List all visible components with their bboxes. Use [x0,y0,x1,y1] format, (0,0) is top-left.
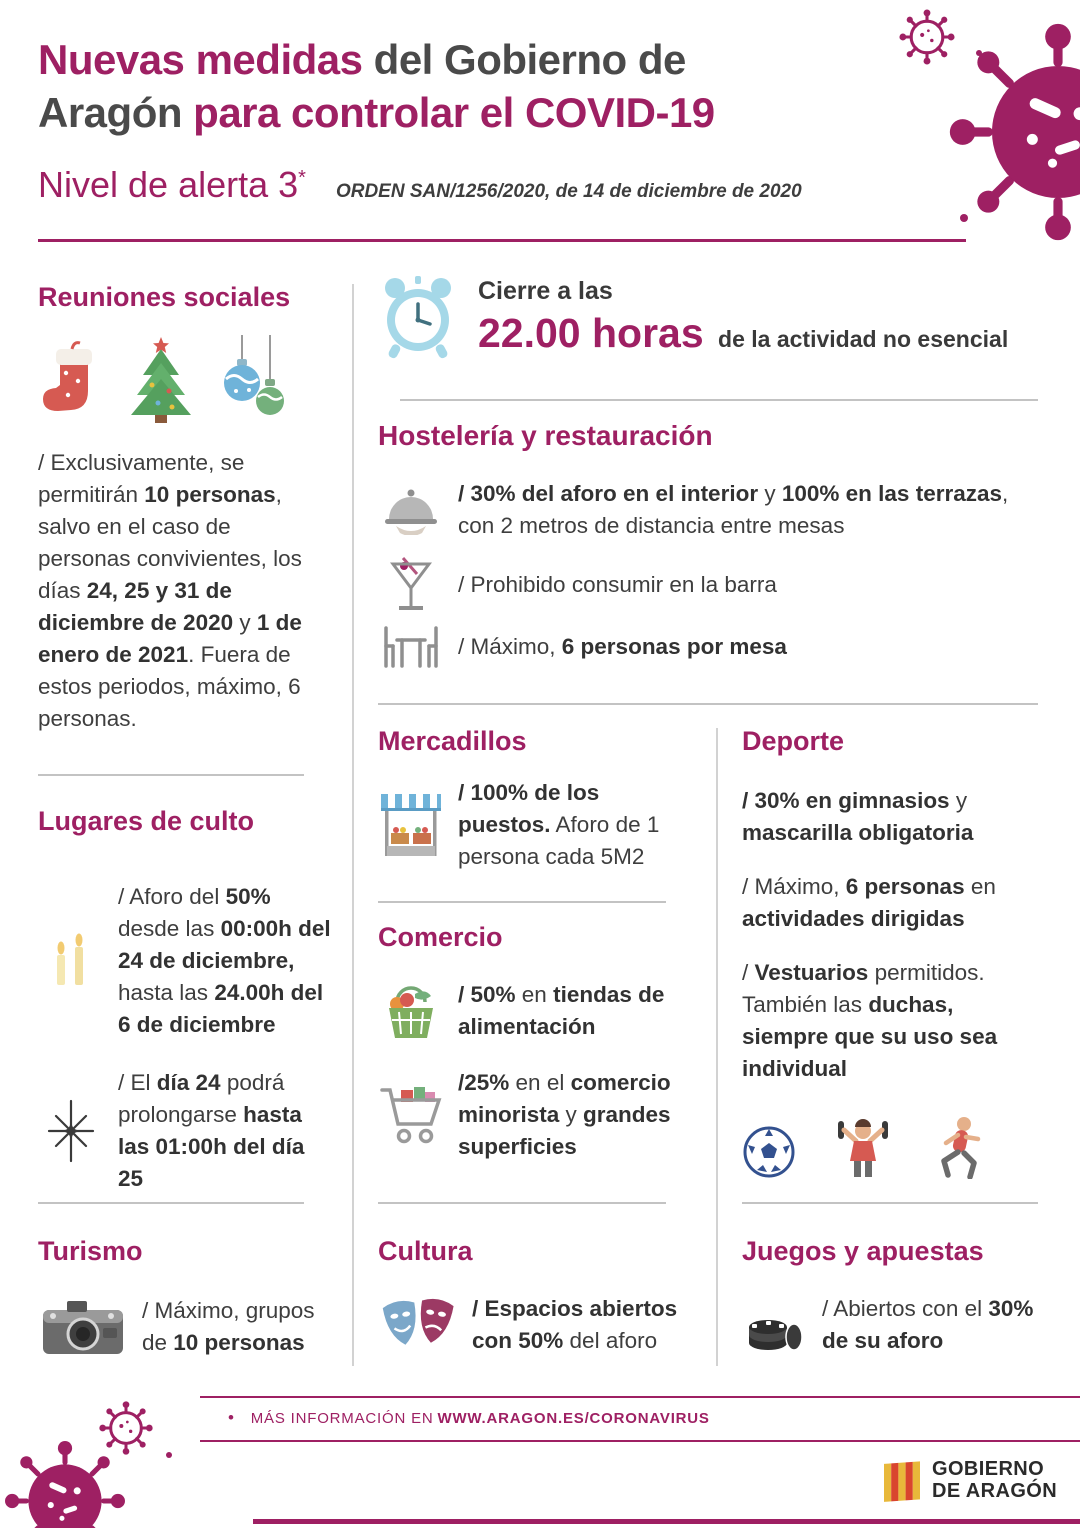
divider [38,1202,304,1204]
divider [378,901,666,903]
alert-level: Nivel de alerta 3* [38,163,306,205]
alert-asterisk: * [298,166,306,189]
runner-icon [930,1115,984,1179]
decor-dot [960,214,968,222]
culto-item-text: / El día 24 podrá prolongarse hasta las 01:00h del día 25 [118,1069,305,1191]
alert-row [38,164,908,206]
virus-filled-icon [948,22,1080,242]
cocktail-icon [378,556,444,614]
footer-divider-top [200,1396,1080,1398]
section-mercadillos [378,726,678,873]
juegos-item [742,1293,1042,1357]
section-comercio [378,922,693,1163]
culto-item-text: / Aforo del 50% desde las 00:00h del 24 de diciembre, hasta las 24.00h del 6 de diciembre [118,884,331,1037]
turismo-item-text: / Máximo, grupos de 10 personas [142,1298,315,1355]
section-cultura [378,1236,693,1357]
cierre-intro: Cierre a las [478,277,613,305]
virus-filled-icon [4,1440,126,1528]
shopping-cart-icon [378,1082,444,1148]
hosteleria-item [378,624,1040,670]
title-gray-2: Aragón [38,88,194,136]
divider [378,1202,666,1204]
section-title-comercio: Comercio [378,922,503,952]
footer-info [228,1408,710,1428]
section-title-cultura: Cultura [378,1236,473,1266]
decor-dot [166,1452,172,1458]
juegos-item-text: / Abiertos con el 30% de su aforo [822,1296,1034,1353]
section-culto [38,806,334,1194]
column-divider [352,284,354,1366]
deporte-item-text: / Vestuarios permitidos. También las duchas, siempre que su uso sea individual [742,959,998,1081]
mercadillos-item [378,777,678,873]
divider [38,774,304,776]
footer-info-url[interactable]: WWW.ARAGON.ES/CORONAVIRUS [437,1410,710,1427]
section-title-deporte: Deporte [742,726,845,756]
cultura-item [378,1293,693,1357]
hosteleria-item [378,556,1040,614]
reuniones-body: / Exclusivamente, se permitirán 10 personas, salvo en el caso de personas convivientes, los días 24, 25 y 31 de diciembre de 2020 y 1 de enero de 2021. Fuera de estos periodos, máximo, 6 personas. [38,450,302,731]
turismo-item [38,1295,338,1359]
grocery-basket-icon [378,980,444,1042]
christmas-tree-icon [122,335,200,423]
section-title-juegos: Juegos y apuestas [742,1236,984,1266]
cierre-text [478,277,1008,357]
deporte-item-text: / 30% en gimnasios y mascarilla obligatoria [742,788,974,845]
table-chairs-icon [378,624,444,670]
culto-item [38,1067,334,1195]
section-reuniones [38,282,330,734]
comercio-item-text: / 50% en tiendas de alimentación [458,982,665,1039]
bottom-bar [253,1519,1080,1524]
page-title [38,34,908,140]
christmas-baubles-icon [222,335,286,423]
comercio-item-text: /25% en el comercio minorista y grandes superficies [458,1069,671,1159]
comercio-item [378,1067,693,1163]
section-title-reuniones: Reuniones sociales [38,282,291,312]
deporte-icons [742,1115,1042,1179]
section-title-hosteleria: Hostelería y restauración [378,420,713,451]
comercio-item [378,979,693,1043]
candles-icon [38,933,104,989]
decor-dot [976,50,982,56]
section-hosteleria [378,420,1040,670]
order-reference: ORDEN SAN/1256/2020, de 14 de diciembre de 2020 [335,180,802,202]
camera-icon [38,1296,128,1358]
culto-item [38,881,334,1041]
mercadillos-item-text: / 100% de los puestos. Aforo de 1 persona cada 5M2 [458,780,660,869]
cierre-time: 22.00 horas [478,310,704,356]
sparkle-star-icon [38,1099,104,1163]
divider [378,703,1038,705]
christmas-stocking-icon [38,339,100,423]
market-stall-icon [378,790,444,860]
hosteleria-item-text: / Máximo, 6 personas por mesa [458,633,787,659]
column-divider [716,728,718,1366]
logo-line-2: DE ARAGÓN [932,1480,1058,1502]
section-juegos [742,1236,1042,1357]
hosteleria-item-text: / 30% del aforo en el interior y 100% en las terrazas, con 2 metros de distancia entre mesas [458,481,1009,538]
section-cierre [378,274,1040,360]
divider [742,1202,1038,1204]
cultura-item-text: / Espacios abiertos con 50% del aforo [472,1296,678,1353]
logo-line-1: GOBIERNO [932,1458,1045,1481]
aragon-flag-icon [882,1458,922,1504]
divider [400,399,1038,401]
soccer-ball-icon [742,1125,796,1179]
footer-divider-bottom [200,1440,1080,1442]
footer-bullet: • [228,1408,235,1427]
section-title-culto: Lugares de culto [38,806,255,836]
logo-text [932,1459,1057,1502]
hosteleria-item-text: / Prohibido consumir en la barra [458,571,777,597]
title-accent-2: para controlar el COVID-19 [193,88,715,136]
footer-info-text: MÁS INFORMACIÓN EN [250,1410,434,1427]
gobierno-aragon-logo [882,1458,1057,1504]
christmas-icons [38,333,330,423]
title-gray-1: del Gobierno de [362,36,686,83]
theater-masks-icon [378,1295,458,1355]
weightlifter-icon [834,1115,892,1179]
hosteleria-item [378,478,1040,542]
title-accent-1: Nuevas medidas [38,36,363,83]
header-divider [38,239,966,242]
alarm-clock-icon [378,274,458,360]
deporte-item-text: / Máximo, 6 personas en actividades dirigidas [742,873,996,931]
section-turismo [38,1236,338,1359]
cierre-rest: de la actividad no esencial [711,326,1009,352]
header [38,34,908,206]
section-title-turismo: Turismo [38,1236,143,1266]
section-deporte [742,726,1042,1179]
poker-chips-icon [742,1297,808,1353]
section-title-mercadillos: Mercadillos [378,726,527,756]
cloche-icon [378,485,444,535]
